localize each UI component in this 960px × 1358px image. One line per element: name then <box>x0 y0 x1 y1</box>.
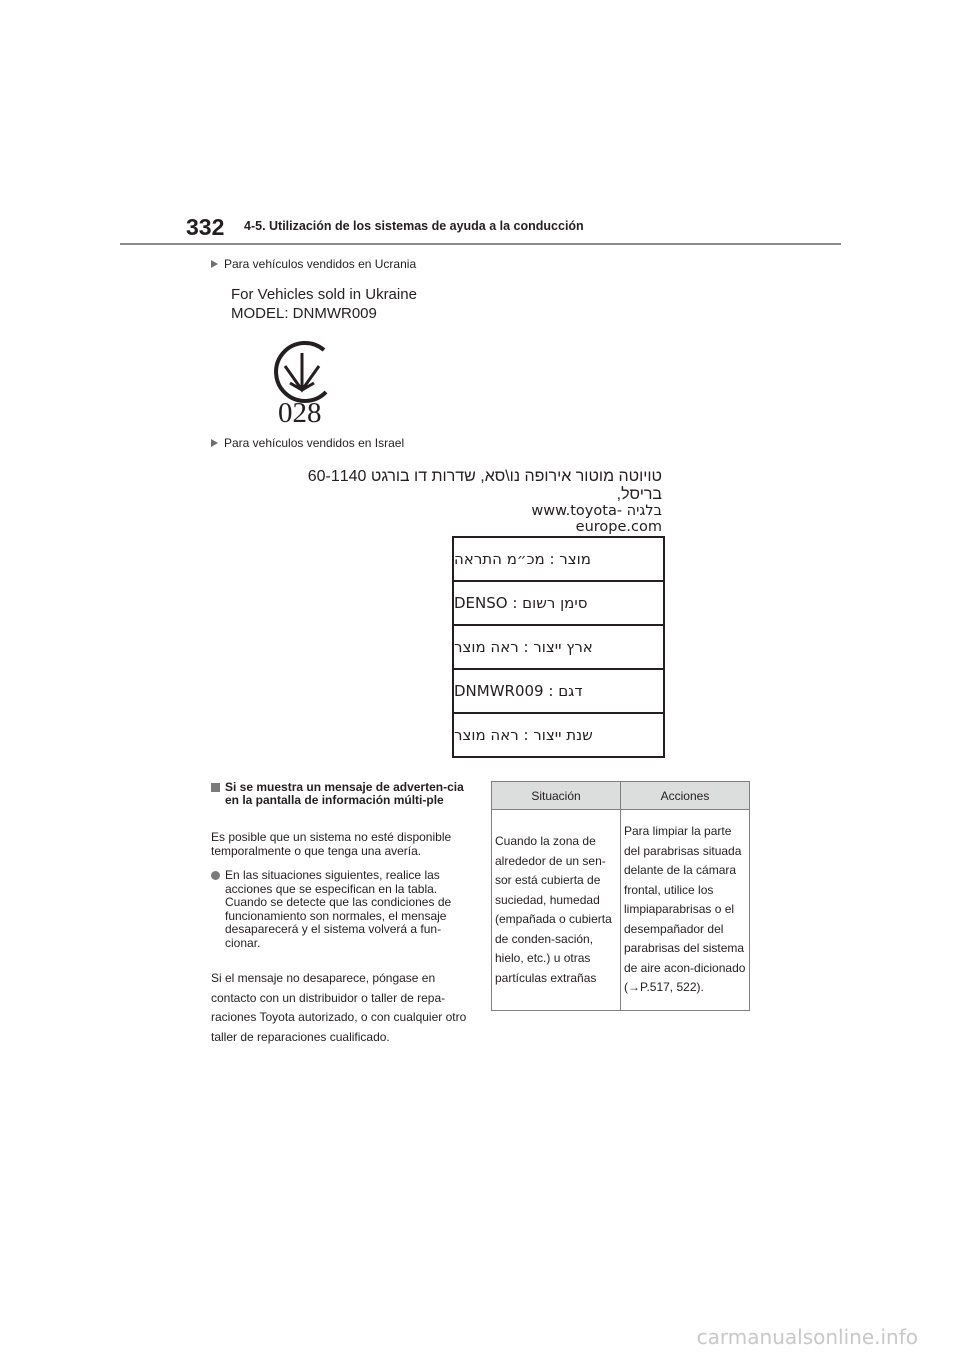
israel-website-line: בלגיה www.toyota-europe.com <box>531 503 662 535</box>
israel-label-row: ארץ ייצור : ראה מוצר <box>454 626 663 670</box>
table-cell-action: Para limpiar la parte del parabrisas situada delante de la cámara frontal, utilice los limpiaparabrisas o el desempañador del parabrisas del sistema de aire acon-dicionado (→P.517, 522). <box>621 810 750 1011</box>
table-header-situation: Situación <box>492 782 621 810</box>
warning-message-heading-text: Si se muestra un mensaje de adverten-cia en la pantalla de información múlti-ple <box>225 780 464 807</box>
israel-label-row: מוצר : מכ״מ התראה <box>454 538 663 582</box>
bullet-item <box>211 869 473 950</box>
ukraine-label-line2: MODEL: DNMWR009 <box>231 305 377 322</box>
triangle-bullet-icon <box>211 260 218 268</box>
header-divider <box>120 243 841 245</box>
ukraine-mark-number: 028 <box>278 397 322 429</box>
israel-label-row: שנת ייצור : ראה מוצר <box>454 714 663 758</box>
triangle-bullet-icon <box>211 439 218 447</box>
page-number: 332 <box>186 214 225 240</box>
watermark: carmanualsonline.info <box>696 1325 918 1349</box>
situation-action-table <box>491 781 750 1011</box>
israel-address-line: טויוטה מוטור אירופה נו\סא, שדרות דו בורגט 60-1140 בריסל, <box>307 468 662 503</box>
israel-label-row: סימן רשום : DENSO <box>454 582 663 626</box>
ukraine-label-line1: For Vehicles sold in Ukraine <box>231 286 417 303</box>
ukraine-caption <box>211 257 416 271</box>
ukraine-conformity-mark <box>268 338 336 428</box>
israel-caption <box>211 436 404 450</box>
table-cell-situation: Cuando la zona de alrededor de un sen-sor está cubierta de suciedad, humedad (empañada o cubierta de conden-sación, hielo, etc.) u otras partículas extrañas <box>492 810 621 1011</box>
bullet-item-text: En las situaciones siguientes, realice las acciones que se especifican en la tabla. Cuando se detecte que las condiciones de funcionamiento son normales, el mensaje desaparecerá y el sistema volverá a fun-cionar. <box>225 868 452 950</box>
ukraine-label <box>231 285 417 323</box>
outro-paragraph: Si el mensaje no desaparece, póngase en contacto con un distribuidor o taller de repa-raciones Toyota autorizado, o con cualquier otro taller de reparaciones cualificado. <box>211 971 467 1045</box>
israel-caption-text: Para vehículos vendidos en Israel <box>224 436 405 450</box>
ukraine-caption-text: Para vehículos vendidos en Ucrania <box>224 257 417 271</box>
section-title: 4-5. Utilización de los sistemas de ayuda a la conducción <box>244 219 584 233</box>
intro-paragraph: Es posible que un sistema no esté disponible temporalmente o que tenga una avería. <box>211 830 452 858</box>
square-bullet-icon <box>211 783 220 792</box>
warning-message-heading <box>211 781 473 807</box>
table-header-actions: Acciones <box>621 782 750 810</box>
israel-label-row: דגם : DNMWR009 <box>454 670 663 714</box>
circle-bullet-icon <box>211 871 220 880</box>
israel-label-box <box>452 536 665 758</box>
